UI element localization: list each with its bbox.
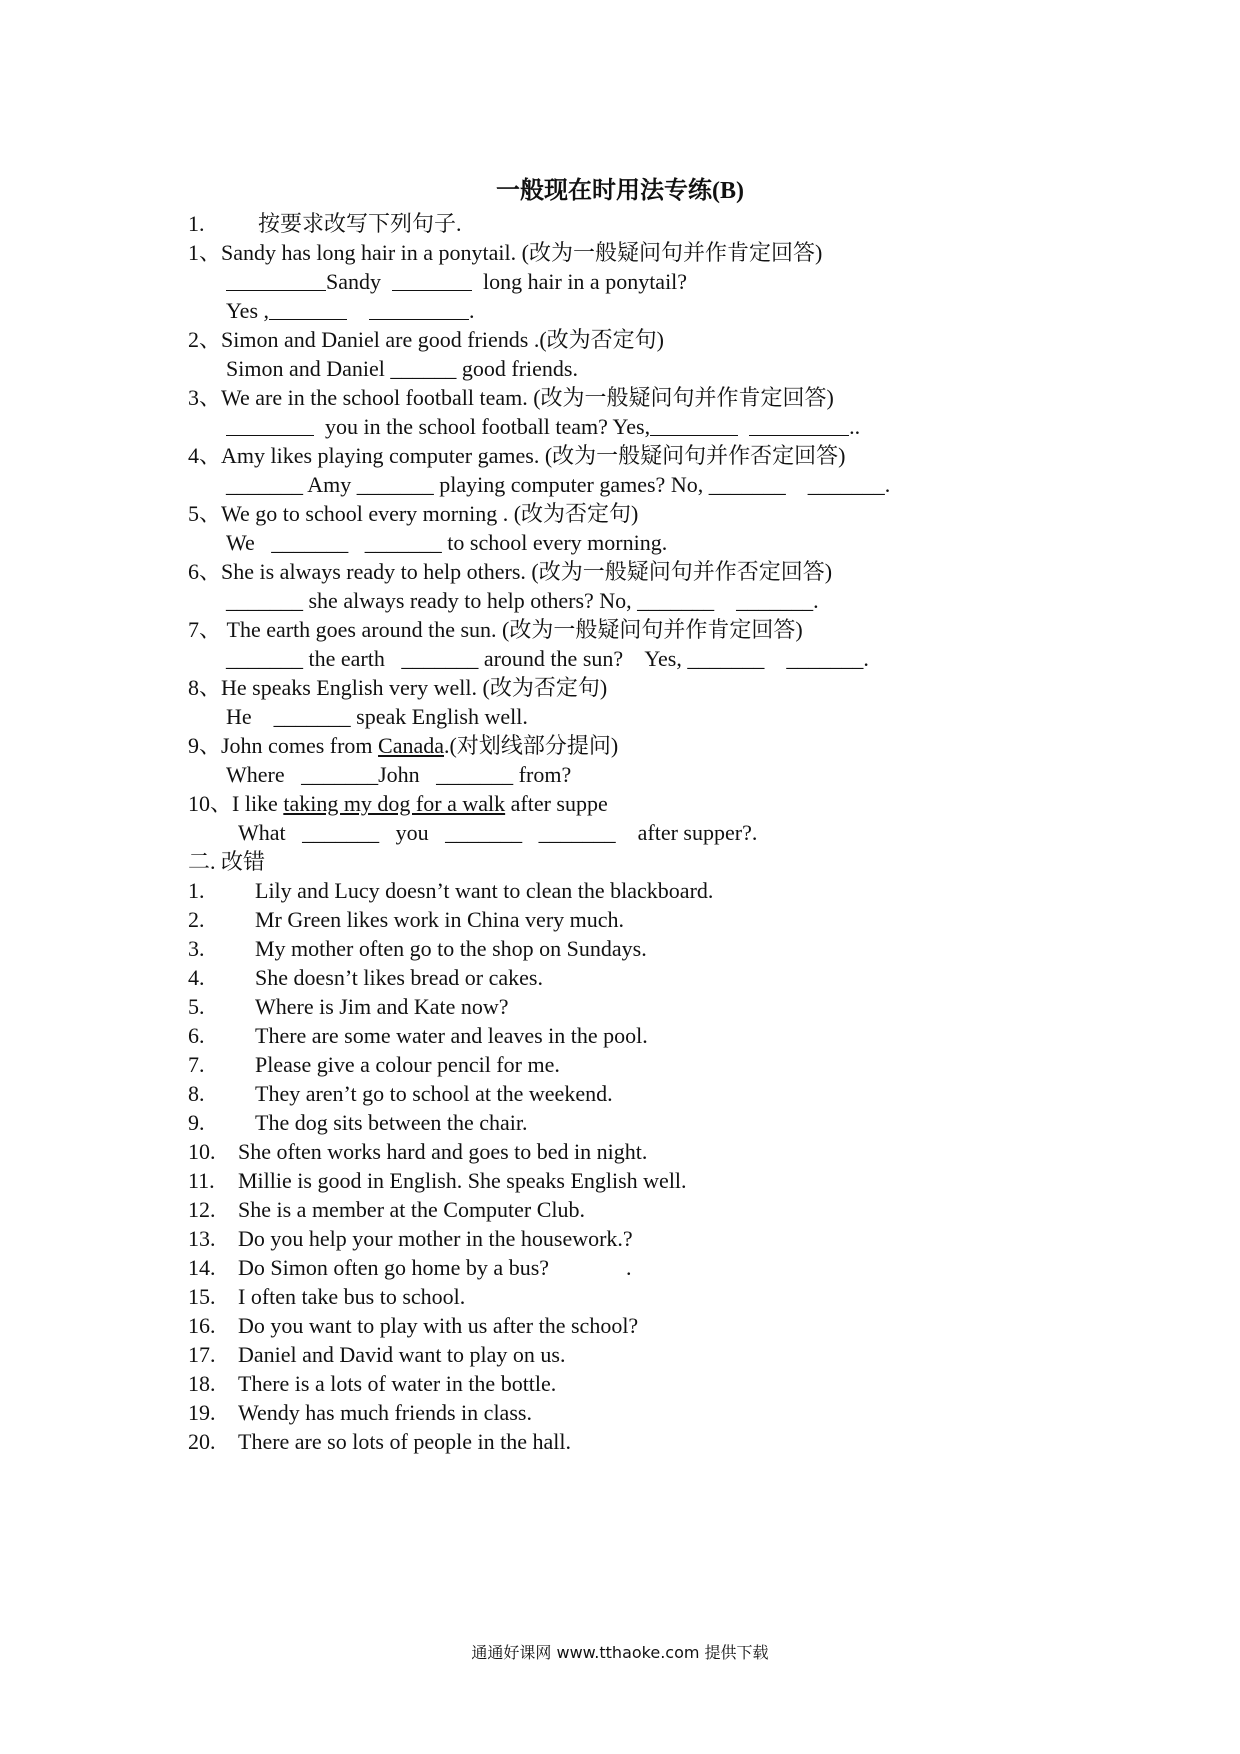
error-item: Where is Jim and Kate now? [255, 994, 509, 1019]
question-6: 6、She is always ready to help others. (改为一般疑问句并作否定回答) [188, 559, 833, 584]
error-item: My mother often go to the shop on Sundays. [255, 936, 647, 961]
answer-3-end: .. [849, 414, 861, 439]
blank [369, 299, 469, 320]
answer-3-text: you in the school football team? Yes, [325, 414, 651, 439]
error-item-number: 9. [188, 1110, 205, 1135]
question-9-text: 9、John comes from [188, 733, 379, 758]
error-item: There is a lots of water in the bottle. [238, 1371, 557, 1396]
answer-9: Where _______John _______ from? [226, 762, 572, 787]
error-item: Lily and Lucy doesn’t want to clean the blackboard. [255, 878, 714, 903]
answer-10: What _______ you _______ _______ after supper?. [238, 820, 758, 845]
answer-5: We _______ _______ to school every morning. [226, 530, 668, 555]
question-10-rest: after suppe [505, 791, 608, 816]
question-5: 5、We go to school every morning . (改为否定句) [188, 501, 639, 526]
question-2: 2、Simon and Daniel are good friends .(改为否定句) [188, 327, 664, 352]
error-item-number: 18. [188, 1371, 216, 1396]
answer-6: _______ she always ready to help others? No, _______ _______. [226, 588, 819, 613]
error-item: There are some water and leaves in the pool. [255, 1023, 648, 1048]
answer-1-line-1 [226, 268, 687, 296]
answer-1-word: Sandy [326, 269, 381, 294]
blank [749, 415, 849, 436]
section1-heading-number: 1. [188, 211, 205, 236]
error-item-number: 17. [188, 1342, 216, 1367]
error-item: She doesn’t likes bread or cakes. [255, 965, 543, 990]
question-10-text: 10、I like [188, 791, 284, 816]
blank [650, 415, 738, 436]
error-item-number: 14. [188, 1255, 216, 1280]
error-item: There are so lots of people in the hall. [238, 1429, 571, 1454]
error-item-number: 4. [188, 965, 205, 990]
error-item: Please give a colour pencil for me. [255, 1052, 560, 1077]
answer-7: _______ the earth _______ around the sun? Yes, _______ _______. [226, 646, 869, 671]
error-item: Mr Green likes work in China very much. [255, 907, 625, 932]
question-1: 1、Sandy has long hair in a ponytail. (改为一般疑问句并作肯定回答) [188, 240, 823, 265]
blank [226, 415, 314, 436]
blank [269, 299, 347, 320]
answer-8: He _______ speak English well. [226, 704, 528, 729]
error-item: Do you help your mother in the housework.? [238, 1226, 633, 1251]
answer-1-rest: long hair in a ponytail? [483, 269, 688, 294]
error-item: She is a member at the Computer Club. [238, 1197, 586, 1222]
error-item: They aren’t go to school at the weekend. [255, 1081, 613, 1106]
section2-heading: 二. 改错 [188, 849, 266, 874]
blank [226, 270, 326, 291]
error-item-number: 10. [188, 1139, 216, 1164]
error-item-number: 5. [188, 994, 205, 1019]
error-item: I often take bus to school. [238, 1284, 466, 1309]
error-item: The dog sits between the chair. [255, 1110, 528, 1135]
error-item: Daniel and David want to play on us. [238, 1342, 566, 1367]
error-item-number: 20. [188, 1429, 216, 1454]
question-9-underlined: Canada [378, 733, 444, 758]
question-9-instruction: .(对划线部分提问) [444, 733, 619, 758]
answer-1-period: . [469, 298, 475, 323]
answer-1-yes: Yes , [226, 298, 270, 323]
error-item-number: 16. [188, 1313, 216, 1338]
error-item: Do you want to play with us after the school? [238, 1313, 639, 1338]
question-10-underlined: taking my dog for a walk [283, 791, 506, 816]
error-item: She often works hard and goes to bed in night. [238, 1139, 648, 1164]
page-title: 一般现在时用法专练(B) [496, 178, 744, 204]
answer-3 [226, 413, 860, 441]
error-item: Wendy has much friends in class. [238, 1400, 532, 1425]
error-item-number: 7. [188, 1052, 205, 1077]
error-item-number: 13. [188, 1226, 216, 1251]
error-item-number: 8. [188, 1081, 205, 1106]
error-item: Millie is good in English. She speaks English well. [238, 1168, 687, 1193]
question-9 [188, 732, 618, 760]
error-item-number: 2. [188, 907, 205, 932]
blank [392, 270, 472, 291]
question-8: 8、He speaks English very well. (改为否定句) [188, 675, 608, 700]
error-item-number: 1. [188, 878, 205, 903]
error-item-number: 12. [188, 1197, 216, 1222]
footer-source: 通通好课网 www.tthaoke.com 提供下载 [471, 1643, 769, 1662]
error-item-number: 3. [188, 936, 205, 961]
answer-4: _______ Amy _______ playing computer games? No, _______ _______. [226, 472, 891, 497]
question-10 [188, 790, 608, 818]
answer-1-line-2 [226, 297, 475, 325]
error-item-number: 19. [188, 1400, 216, 1425]
question-3: 3、We are in the school football team. (改为一般疑问句并作肯定回答) [188, 385, 834, 410]
error-item-number: 11. [188, 1168, 215, 1193]
question-4: 4、Amy likes playing computer games. (改为一般疑问句并作否定回答) [188, 443, 846, 468]
section1-heading: 按要求改写下列句子. [258, 211, 462, 236]
question-7: 7、 The earth goes around the sun. (改为一般疑问句并作肯定回答) [188, 617, 803, 642]
answer-2: Simon and Daniel ______ good friends. [226, 356, 578, 381]
error-item-number: 6. [188, 1023, 205, 1048]
error-item: Do Simon often go home by a bus? . [238, 1255, 632, 1280]
error-item-number: 15. [188, 1284, 216, 1309]
